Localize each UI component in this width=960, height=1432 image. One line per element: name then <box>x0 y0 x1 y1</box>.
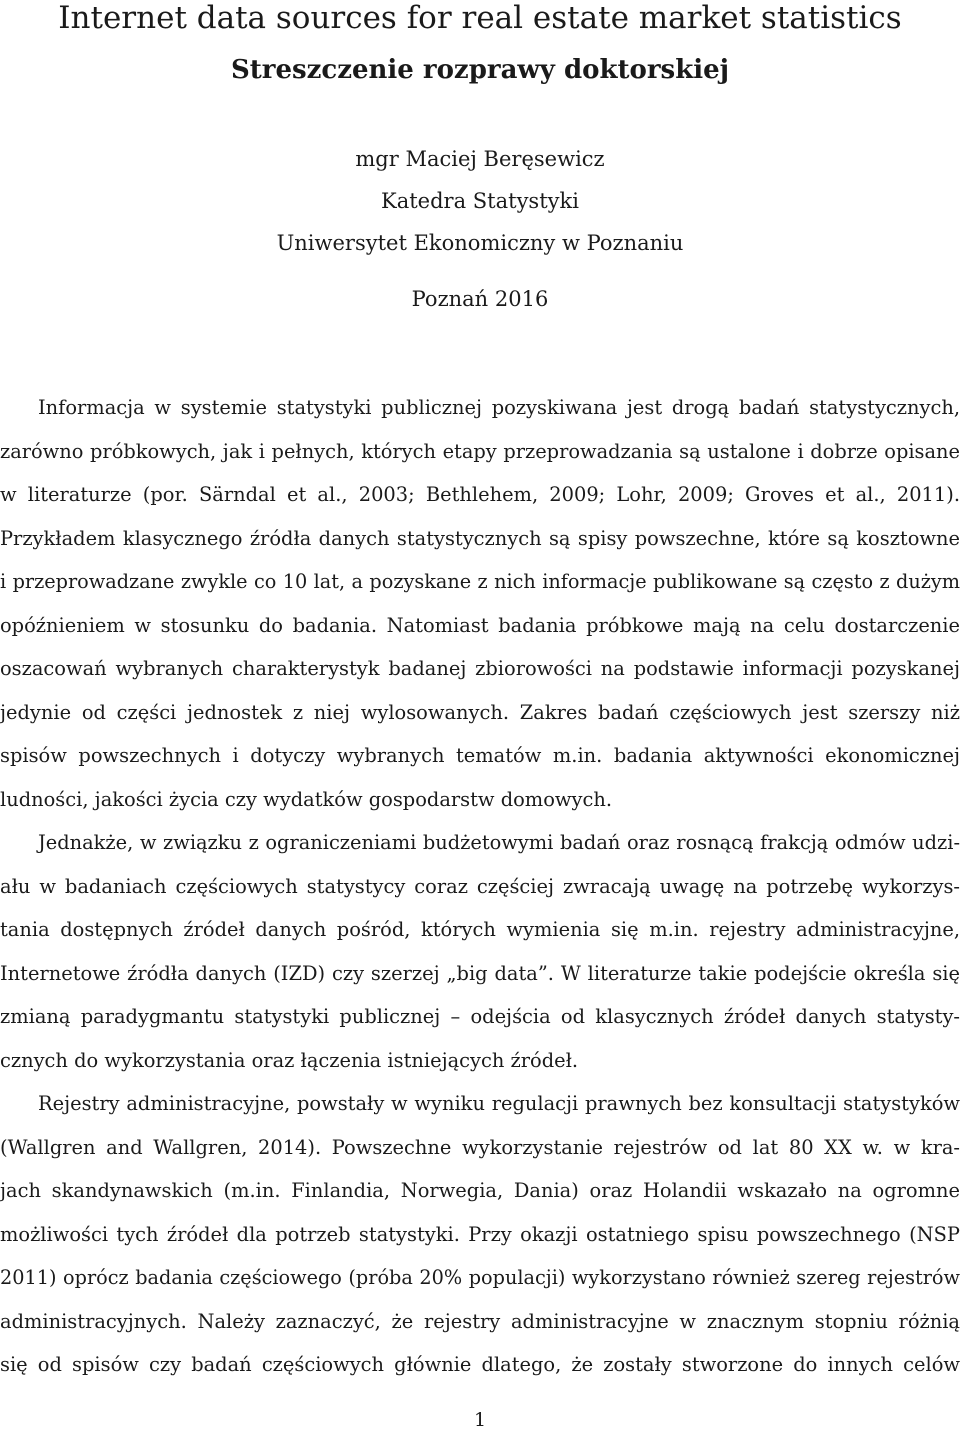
paragraph <box>0 1082 960 1387</box>
author-department: Katedra Statystyki <box>381 189 579 213</box>
text-line: Jednakże, w związku z ograniczeniami budżetowymi badań oraz rosnącą frakcją odmów udzi- <box>38 831 960 854</box>
text-line: 2011) oprócz badania częściowego (próba 20% populacji) wykorzystano również szereg rejestrów <box>0 1266 960 1289</box>
paragraph <box>0 821 960 1082</box>
text-line: jedynie od części jednostek z niej wylosowanych. Zakres badań częściowych jest szerszy niż <box>0 700 960 724</box>
paragraph <box>0 386 960 821</box>
author-name: mgr Maciej Beręsewicz <box>355 147 605 171</box>
text-line: Przykładem klasycznego źródła danych statystycznych są spisy powszechne, które są kosztowne <box>0 526 960 550</box>
text-line: tania dostępnych źródeł danych pośród, których wymienia się m.in. rejestry administracyjne, <box>0 918 960 941</box>
text-line: i przeprowadzane zwykle co 10 lat, a pozyskane z nich informacje publikowane są często z dużym <box>0 570 960 593</box>
place-date: Poznań 2016 <box>411 287 549 311</box>
text-line: administracyjnych. Należy zaznaczyć, że rejestry administracyjne w znacznym stopniu różnią <box>0 1309 960 1333</box>
page-title: Internet data sources for real estate market statistics <box>58 0 902 36</box>
text-line: w literaturze (por. Särndal et al., 2003; Bethlehem, 2009; Lohr, 2009; Groves et al., 2011). <box>0 483 960 506</box>
text-line: możliwości tych źródeł dla potrzeb statystyki. Przy okazji ostatniego spisu powszechnego (NSP <box>0 1222 960 1246</box>
text-line: Internetowe źródła danych (IZD) czy szerzej „big data”. W literaturze takie podejście określa się <box>0 961 960 985</box>
text-line: się od spisów czy badań częściowych głównie dlatego, że zostały stworzone do innych celów <box>0 1353 960 1376</box>
text-line: cznych do wykorzystania oraz łączenia istniejących źródeł. <box>0 1048 579 1072</box>
body-text <box>0 386 960 1387</box>
author-block <box>0 138 960 264</box>
text-line: Informacja w systemie statystyki publicznej pozyskiwana jest drogą badań statystycznych, <box>38 396 960 419</box>
text-line: zarówno próbkowych, jak i pełnych, których etapy przeprowadzania są ustalone i dobrze opisane <box>0 439 960 463</box>
text-line: oszacowań wybranych charakterystyk badanej zbiorowości na podstawie informacji pozyskanej <box>0 657 960 680</box>
page-subtitle: Streszczenie rozprawy doktorskiej <box>230 55 730 85</box>
text-line: (Wallgren and Wallgren, 2014). Powszechne wykorzystanie rejestrów od lat 80 XX w. w kra- <box>0 1135 960 1159</box>
text-line: spisów powszechnych i dotyczy wybranych tematów m.in. badania aktywności ekonomicznej <box>0 744 960 767</box>
text-line: zmianą paradygmantu statystyki publicznej – odejścia od klasycznych źródeł danych statysty- <box>0 1005 960 1028</box>
text-line: jach skandynawskich (m.in. Finlandia, Norwegia, Dania) oraz Holandii wskazało na ogromne <box>0 1179 960 1202</box>
text-line: Rejestry administracyjne, powstały w wyniku regulacji prawnych bez konsultacji statystyków <box>38 1092 960 1115</box>
author-university: Uniwersytet Ekonomiczny w Poznaniu <box>276 231 684 255</box>
text-line: opóźnieniem w stosunku do badania. Natomiast badania próbkowe mają na celu dostarczenie <box>0 613 960 637</box>
text-line: ału w badaniach częściowych statystycy coraz częściej zwracają uwagę na potrzebę wykorzys- <box>0 874 960 898</box>
text-line: ludności, jakości życia czy wydatków gospodarstw domowych. <box>0 787 613 811</box>
page-number: 1 <box>473 1409 487 1431</box>
